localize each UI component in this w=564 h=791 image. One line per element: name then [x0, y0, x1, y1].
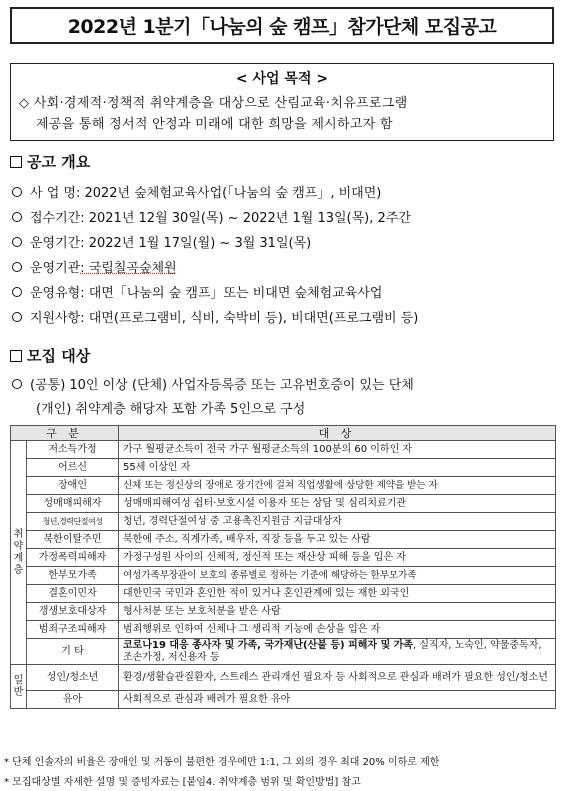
purpose-heading: < 사업 목적 >	[235, 71, 329, 87]
row-target: 사회적으로 관심과 배려가 필요한 유아	[119, 691, 556, 709]
circle-bullet-icon	[12, 312, 22, 322]
table-row	[11, 603, 556, 621]
row-target: 성매매피해여성 쉼터·보호시설 이용자 또는 상담 및 심리치료기관	[119, 495, 556, 513]
row-category: 유아	[27, 691, 119, 709]
checkbox-square-icon	[10, 156, 22, 168]
row-category: 청년,경력단절여성	[27, 513, 119, 531]
table-row	[11, 531, 556, 549]
purpose-box	[10, 63, 554, 141]
overview-item: 사 업 명: 2022년 숲체험교육사업(「나눔의 숲 캠프」, 비대면)	[12, 182, 381, 201]
table-header-row	[11, 426, 556, 441]
row-category: 결혼이민자	[27, 585, 119, 603]
table-row	[11, 665, 556, 691]
table-row	[11, 441, 556, 459]
row-target: 가정구성원 사이의 신체적, 정신적 또는 재산상 피해 등을 입은 자	[119, 549, 556, 567]
group-general: 일 반	[11, 665, 27, 709]
table-row	[11, 691, 556, 709]
row-target: 환경/생활습관질환자, 스트레스 관리개선 필요자 등 사회적으로 관심과 배려가 필요한 성인/청소년	[119, 665, 556, 691]
table-row	[11, 621, 556, 639]
overview-item: 지원사항: 대면(프로그램비, 식비, 숙박비 등), 비대면(프로그램비 등)	[12, 307, 418, 326]
recruit-heading: 모집 대상	[10, 345, 90, 366]
table-row	[11, 459, 556, 477]
note-2: * 모집대상별 자세한 설명 및 증빙자료는 [붙임4. 취약계층 범위 및 확인방법] 참고	[4, 777, 361, 788]
row-target: 신체 또는 정신상의 장애로 장기간에 걸쳐 직업생활에 상당한 제약을 받는 자	[119, 477, 556, 495]
row-category: 갱생보호대상자	[27, 603, 119, 621]
circle-bullet-icon	[12, 212, 22, 222]
note-1: * 단체 인솔자의 비율은 장애인 및 거동이 불편한 경우에만 1:1, 그 외의 경우 최대 20% 이하로 제한	[4, 757, 440, 768]
overview-item: 접수기간: 2021년 12월 30일(목) ~ 2022년 1월 13일(목), 2주간	[12, 207, 411, 226]
table-row	[11, 585, 556, 603]
page-title: 2022년 1분기「나눔의 숲 캠프」참가단체 모집공고	[10, 7, 554, 44]
row-category: 저소득가정	[27, 441, 119, 459]
header-category: 구 분	[11, 426, 119, 441]
row-category: 범죄구조피해자	[27, 621, 119, 639]
overview-item: 운영기간: 2022년 1월 17일(월) ~ 3월 31일(목)	[12, 232, 311, 251]
row-category: 성인/청소년	[27, 665, 119, 691]
row-category: 장애인	[27, 477, 119, 495]
table-row	[11, 477, 556, 495]
row-category: 성매매피해자	[27, 495, 119, 513]
row-target: 범죄행위로 인하여 신체나 그 생리적 기능에 손상을 입은 자	[119, 621, 556, 639]
row-category: 기 타	[27, 639, 119, 665]
row-target: 55세 이상인 자	[119, 459, 556, 477]
row-target: 청년, 경력단절여성 중 고용촉진지원금 지급대상자	[119, 513, 556, 531]
circle-bullet-icon	[12, 287, 22, 297]
circle-bullet-icon	[12, 379, 22, 389]
row-category: 가정폭력피해자	[27, 549, 119, 567]
circle-bullet-icon	[12, 237, 22, 247]
row-target: 가구 월평균소득이 전국 가구 월평균소득의 100분의 60 이하인 자	[119, 441, 556, 459]
purpose-line-2: 제공을 통해 정서적 안정과 미래에 대한 희망을 제시하고자 함	[36, 117, 393, 132]
row-target: 대한민국 국민과 혼인한 적이 있거나 혼인관계에 있는 재한 외국인	[119, 585, 556, 603]
circle-bullet-icon	[12, 187, 22, 197]
recruit-line-1: (공통) 10인 이상 (단체) 사업자등록증 또는 고유번호증이 있는 단체	[12, 374, 414, 393]
table-row	[11, 639, 556, 665]
table-row	[11, 495, 556, 513]
recruit-line-2: (개인) 취약계층 해당자 포함 가족 5인으로 구성	[36, 402, 306, 417]
table-row	[11, 549, 556, 567]
row-target: 코로나19 대응 종사자 및 가족, 국가재난(산불 등) 피해자 및 가족, 실직자, 노숙인, 약물중독자, 조손가정, 저신용자 등	[119, 639, 556, 665]
row-target: 여성가족부장관이 보호의 종류별로 정하는 기준에 해당하는 한부모가족	[119, 567, 556, 585]
circle-bullet-icon	[12, 262, 22, 272]
target-table	[10, 425, 556, 709]
row-target: 북한에 주소, 직계가족, 배우자, 직장 등을 두고 있는 사람	[119, 531, 556, 549]
row-category: 한부모가족	[27, 567, 119, 585]
row-target: 형사처분 또는 보호처분을 받은 사람	[119, 603, 556, 621]
overview-heading: 공고 개요	[10, 151, 90, 172]
row-category: 북한이탈주민	[27, 531, 119, 549]
overview-item: 운영유형: 대면「나눔의 숲 캠프」또는 비대면 숲체험교육사업	[12, 282, 382, 301]
header-target: 대 상	[119, 426, 556, 441]
group-vulnerable: 취 약 계 층	[11, 441, 27, 665]
table-row	[11, 513, 556, 531]
table-row	[11, 567, 556, 585]
purpose-line-1: ◇ 사회·경제적·정책적 취약계층을 대상으로 산림교육·치유프로그램	[19, 96, 408, 111]
overview-item: 운영기관: 국립칠곡숲체원	[12, 257, 177, 276]
row-category: 어르신	[27, 459, 119, 477]
checkbox-square-icon	[10, 350, 22, 362]
